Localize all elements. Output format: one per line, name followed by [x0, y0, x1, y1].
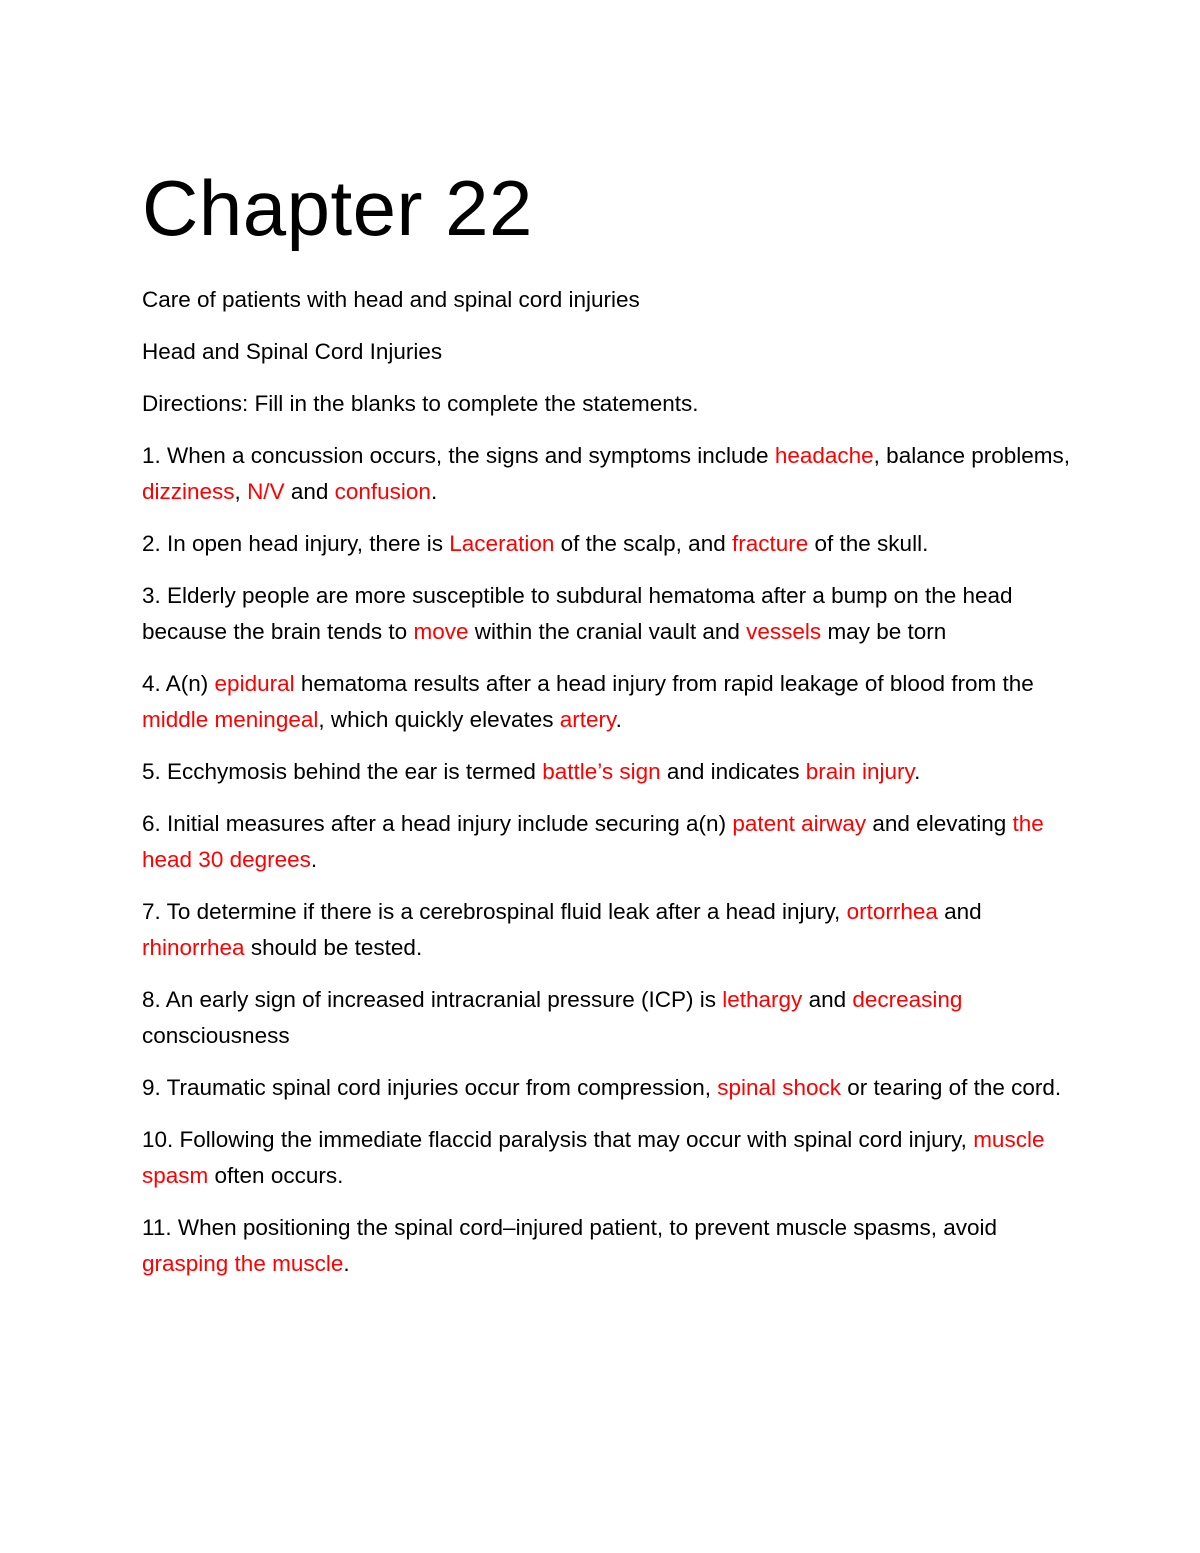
answer-text: dizziness: [142, 479, 235, 504]
question-item: [142, 1070, 1072, 1106]
question-text: .: [914, 759, 921, 784]
chapter-title: Chapter 22: [142, 164, 533, 252]
answer-text: middle meningeal: [142, 707, 319, 732]
answer-text: decreasing: [852, 987, 963, 1012]
question-text: should be tested.: [244, 935, 423, 960]
answer-text: rhinorrhea: [142, 935, 245, 960]
question-text: and: [284, 479, 335, 504]
question-text: 6. Initial measures after a head injury include securing a(n): [142, 811, 733, 836]
question-item: [142, 754, 1072, 790]
answer-text: muscle spasm: [142, 1127, 1045, 1188]
answer-text: confusion: [334, 479, 431, 504]
question-text: 2. In open head injury, there is: [142, 531, 450, 556]
question-item: [142, 806, 1072, 878]
answer-text: ortorrhea: [846, 899, 938, 924]
question-text: of the scalp, and: [554, 531, 732, 556]
question-text: and: [802, 987, 853, 1012]
question-item: [142, 578, 1072, 650]
question-text: .: [430, 479, 438, 504]
answer-text: lethargy: [722, 987, 803, 1012]
question-text: 10. Following the immediate flaccid paralysis that may occur with spinal cord injury,: [142, 1127, 974, 1152]
answer-text: patent airway: [732, 811, 867, 836]
section-heading: Head and Spinal Cord Injuries: [142, 339, 443, 364]
question-text: consciousness: [142, 1023, 290, 1048]
question-item: [142, 1122, 1072, 1194]
answer-text: move: [413, 619, 469, 644]
question-item: [142, 1210, 1072, 1282]
answer-text: headache: [774, 443, 874, 468]
question-text: hematoma results after a head injury from rapid leakage of blood from the: [294, 671, 1034, 696]
question-text: .: [310, 847, 318, 872]
question-item: [142, 526, 1072, 562]
document-subtitle: Care of patients with head and spinal cord injuries: [142, 287, 640, 312]
question-text: , balance problems,: [873, 443, 1071, 468]
question-text: ,: [234, 479, 248, 504]
answer-text: N/V: [247, 479, 285, 504]
question-list: [142, 438, 1072, 1282]
answer-text: fracture: [731, 531, 809, 556]
question-text: 9. Traumatic spinal cord injuries occur from compression,: [142, 1075, 718, 1100]
document-content: [142, 158, 1072, 1298]
answer-text: brain injury: [805, 759, 915, 784]
question-text: 5. Ecchymosis behind the ear is termed: [142, 759, 543, 784]
question-item: [142, 438, 1072, 510]
answer-text: epidural: [214, 671, 295, 696]
question-item: [142, 666, 1072, 738]
question-text: within the cranial vault and: [468, 619, 747, 644]
question-item: [142, 894, 1072, 966]
answer-text: the head 30 degrees: [142, 811, 1044, 872]
answer-text: Laceration: [449, 531, 555, 556]
answer-text: battle’s sign: [542, 759, 661, 784]
question-text: or tearing of the cord.: [841, 1075, 1062, 1100]
directions-text: Directions: Fill in the blanks to complete the statements.: [142, 391, 699, 416]
question-text: .: [343, 1251, 350, 1276]
question-text: and: [937, 899, 982, 924]
answer-text: spinal shock: [717, 1075, 842, 1100]
answer-text: grasping the muscle: [142, 1251, 344, 1276]
question-text: 1. When a concussion occurs, the signs and symptoms include: [142, 443, 775, 468]
question-text: may be torn: [821, 619, 947, 644]
question-text: and indicates: [660, 759, 806, 784]
answer-text: artery: [559, 707, 616, 732]
question-text: and elevating: [866, 811, 1013, 836]
question-text: 3. Elderly people are more susceptible to subdural hematoma after a bump on the head because the brain tends to: [142, 583, 1013, 644]
question-text: 7. To determine if there is a cerebrospinal fluid leak after a head injury,: [142, 899, 847, 924]
question-text: often occurs.: [208, 1163, 344, 1188]
question-text: , which quickly elevates: [318, 707, 560, 732]
question-text: .: [615, 707, 622, 732]
question-text: of the skull.: [808, 531, 929, 556]
question-text: 11. When positioning the spinal cord–injured patient, to prevent muscle spasms, avoid: [142, 1215, 998, 1240]
answer-text: vessels: [746, 619, 822, 644]
question-text: 4. A(n): [142, 671, 215, 696]
question-text: 8. An early sign of increased intracranial pressure (ICP) is: [142, 987, 723, 1012]
question-item: [142, 982, 1072, 1054]
